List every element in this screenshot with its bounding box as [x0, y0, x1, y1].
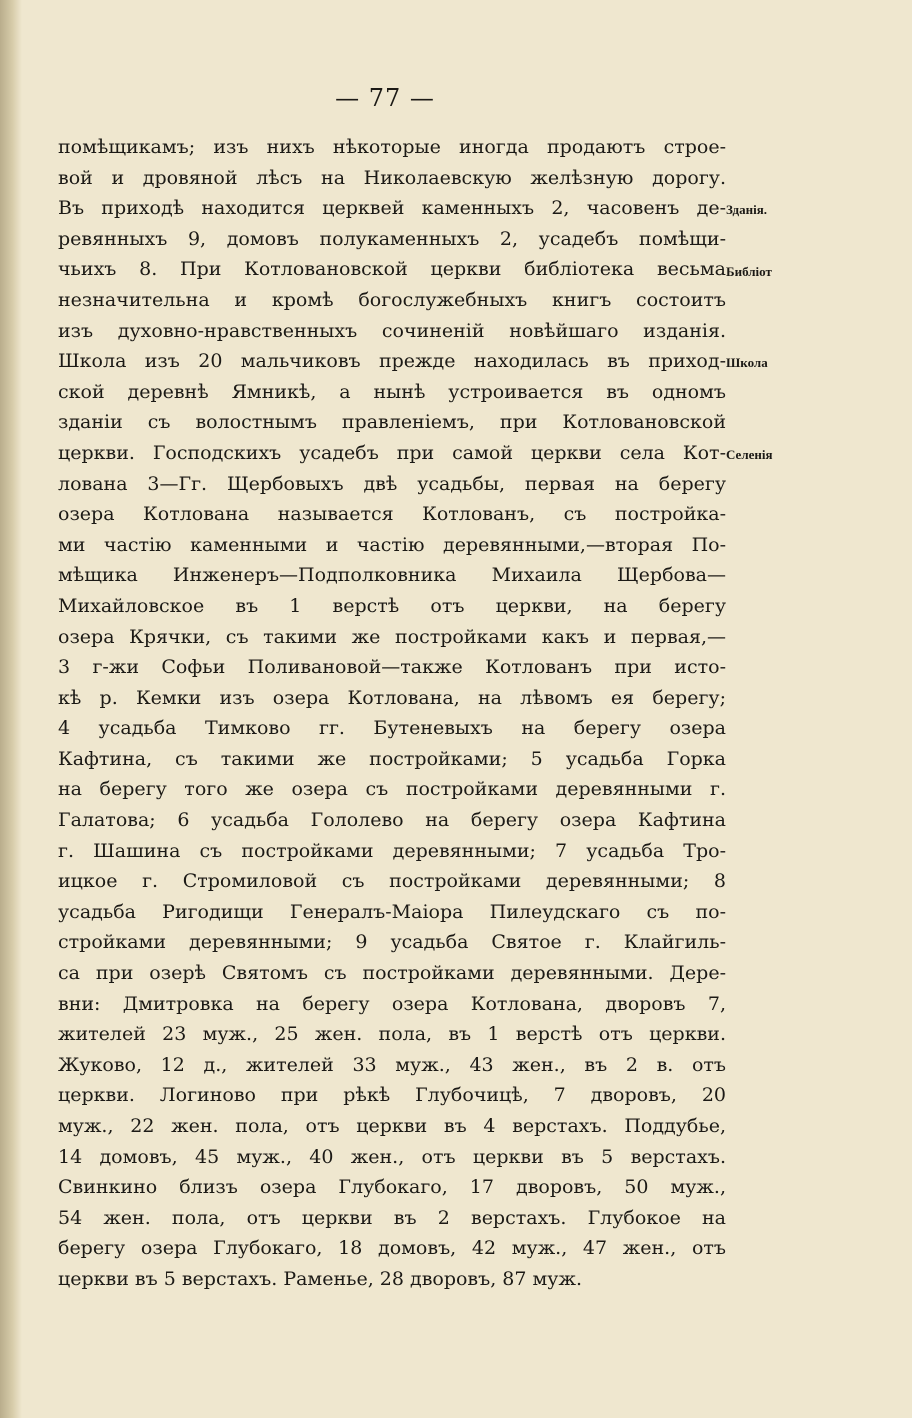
text-line: помѣщикамъ; изъ нихъ нѣкоторые иногда продаютъ строе- [58, 136, 726, 158]
text-line: изъ духовно-нравственныхъ сочиненій новѣйшаго изданія. [58, 319, 726, 342]
text-line: берегу озера Глубокаго, 18 домовъ, 42 муж., 47 жен., отъ [58, 1237, 726, 1260]
page-binding-shadow [0, 0, 22, 1418]
text-line: Михайловское въ 1 верстѣ отъ церкви, на берегу [58, 594, 726, 617]
text-line: незначительна и кромѣ богослужебныхъ книгъ состоитъ [58, 288, 726, 311]
text-line: Въ приходѣ находится церквей каменныхъ 2, часовенъ де- [58, 197, 726, 220]
margin-note-zdaniya: Зданія. [726, 202, 767, 217]
text-line: на берегу того же озера съ постройками деревянными г. [58, 778, 726, 801]
text-line: Школа изъ 20 мальчиковъ прежде находилась въ приход- [58, 350, 726, 373]
margin-note-seleniya: Селенія [726, 447, 773, 462]
text-line: ицкое г. Стромиловой съ постройками деревянными; 8 [58, 870, 726, 893]
text-line: лована 3—Гг. Щербовыхъ двѣ усадьбы, первая на берегу [58, 472, 726, 495]
text-line: вой и дровяной лѣсъ на Николаевскую желѣзную дорогу. [58, 166, 726, 189]
body-text [58, 132, 726, 1295]
text-line: 4 усадьба Тимково гг. Бутеневыхъ на берегу озера [58, 717, 726, 740]
text-line: ревянныхъ 9, домовъ полукаменныхъ 2, усадебъ помѣщи- [58, 227, 726, 250]
text-line: 14 домовъ, 45 муж., 40 жен., отъ церкви въ 5 верстахъ. [58, 1145, 726, 1168]
text-line: стройками деревянными; 9 усадьба Святое г. Клайгиль- [58, 931, 726, 954]
text-line: ми частію каменными и частію деревянными,—вторая По- [58, 533, 726, 556]
text-line: церкви въ 5 верстахъ. Раменье, 28 дворовъ, 87 муж. [58, 1267, 582, 1290]
text-line: кѣ р. Кемки изъ озера Котлована, на лѣвомъ ея берегу; [58, 686, 726, 709]
text-line: жителей 23 муж., 25 жен. пола, въ 1 верстѣ отъ церкви. [58, 1023, 726, 1046]
text-line: ской деревнѣ Ямникѣ, а нынѣ устроивается въ одномъ [58, 380, 726, 403]
text-line: Кафтина, съ такими же постройками; 5 усадьба Горка [58, 747, 726, 770]
text-line: мѣщика Инженеръ—Подполковника Михаила Щербова— [58, 564, 726, 587]
text-line: г. Шашина съ постройками деревянными; 7 усадьба Тро- [58, 839, 726, 862]
text-line: озера Котлована называется Котлованъ, съ постройка- [58, 503, 726, 526]
text-line: Свинкино близъ озера Глубокаго, 17 дворовъ, 50 муж., [58, 1176, 726, 1199]
margin-note-shkola: Школа [726, 355, 768, 370]
text-line: Жуково, 12 д., жителей 33 муж., 43 жен., въ 2 в. отъ [58, 1053, 726, 1076]
page-number: — 77 — [335, 84, 435, 112]
text-line: чьихъ 8. При Котловановской церкви библіотека весьма [58, 258, 726, 281]
text-line: 3 г-жи Софьи Поливановой—также Котлованъ при исто- [58, 656, 726, 679]
text-line: озера Крячки, съ такими же постройками какъ и первая,— [58, 625, 726, 648]
text-line: муж., 22 жен. пола, отъ церкви въ 4 верстахъ. Поддубье, [58, 1115, 726, 1137]
text-line: церкви. Господскихъ усадебъ при самой церкви села Кот- [58, 441, 726, 464]
text-line: са при озерѣ Святомъ съ постройками деревянными. Дере- [58, 962, 726, 985]
text-line: 54 жен. пола, отъ церкви въ 2 верстахъ. Глубокое на [58, 1206, 726, 1229]
text-line: Галатова; 6 усадьба Гололево на берегу озера Кафтина [58, 809, 726, 832]
text-line: вни: Дмитровка на берегу озера Котлована, дворовъ 7, [58, 992, 726, 1015]
text-line: усадьба Ригодищи Генералъ-Маіора Пилеудскаго съ по- [58, 900, 726, 923]
margin-note-biblioteka: Библіот [726, 264, 772, 279]
text-line: зданіи съ волостнымъ правленіемъ, при Котловановской [58, 411, 726, 434]
text-line: церкви. Логиново при рѣкѣ Глубочицѣ, 7 дворовъ, 20 [58, 1084, 726, 1107]
